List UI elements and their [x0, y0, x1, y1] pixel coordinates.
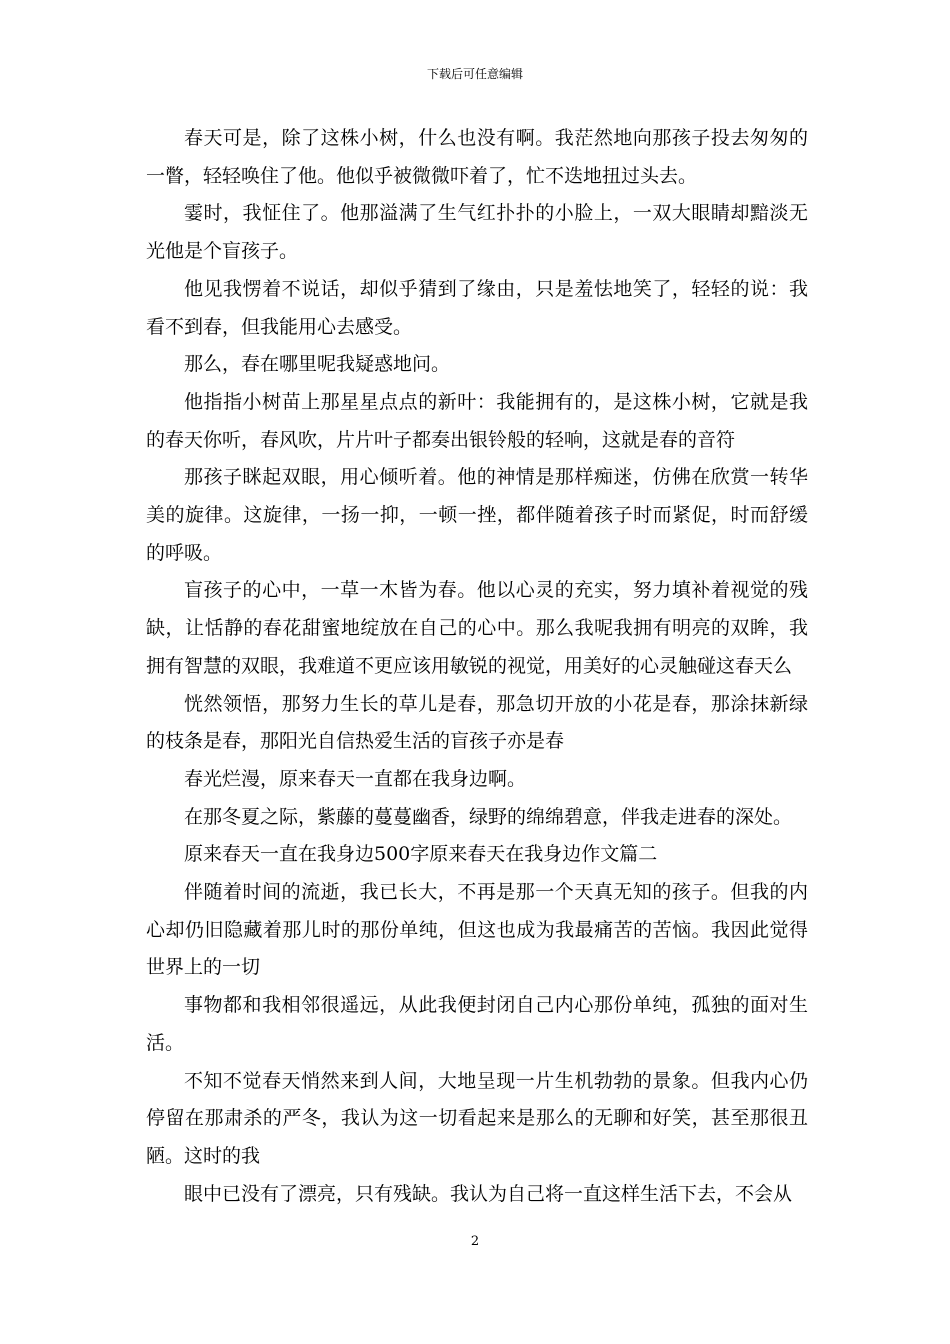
paragraph: 春光烂漫，原来春天一直都在我身边啊。: [184, 767, 527, 790]
paragraph: 那么，春在哪里呢我疑惑地问。: [184, 353, 451, 376]
paragraph: 他见我愣着不说话，却似乎猜到了缘由，只是羞怯地笑了，轻轻的说：我看不到春，但我能用心去感受。: [146, 277, 808, 338]
paragraph: 霎时，我怔住了。他那溢满了生气红扑扑的小脸上，一双大眼睛却黯淡无光他是个盲孩子。: [146, 202, 808, 263]
paragraph: 盲孩子的心中，一草一木皆为春。他以心灵的充实，努力填补着视觉的残缺，让恬静的春花甜蜜地绽放在自己的心中。那么我呢我拥有明亮的双眸，我拥有智慧的双眼，我难道不更应该用敏锐的视觉，用美好的心灵触碰这春天么: [146, 579, 808, 677]
paragraph: 那孩子眯起双眼，用心倾听着。他的神情是那样痴迷，仿佛在欣赏一转华美的旋律。这旋律，一扬一抑，一顿一挫，都伴随着孩子时而紧促，时而舒缓的呼吸。: [146, 466, 808, 564]
section-heading: 原来春天一直在我身边500字原来春天在我身边作文篇二: [184, 843, 658, 866]
paragraph: 他指指小树苗上那星星点点的新叶：我能拥有的，是这株小树，它就是我的春天你听，春风吹，片片叶子都奏出银铃般的轻响，这就是春的音符: [146, 390, 808, 451]
document-body: [146, 120, 808, 1213]
paragraph: 眼中已没有了漂亮，只有残缺。我认为自己将一直这样生活下去，不会从: [184, 1182, 793, 1205]
paragraph: 不知不觉春天悄然来到人间，大地呈现一片生机勃勃的景象。但我内心仍停留在那肃杀的严冬，我认为这一切看起来是那么的无聊和好笑，甚至那很丑陋。这时的我: [146, 1069, 808, 1167]
paragraph: 在那冬夏之际，紫藤的蔓蔓幽香，绿野的绵绵碧意，伴我走进春的深处。: [184, 805, 793, 828]
page-header: 下载后可任意编辑: [426, 67, 523, 81]
paragraph: 事物都和我相邻很遥远，从此我便封闭自己内心那份单纯，孤独的面对生活。: [146, 994, 808, 1054]
page-number: 2: [470, 1234, 480, 1249]
paragraph: 春天可是，除了这株小树，什么也没有啊。我茫然地向那孩子投去匆匆的一瞥，轻轻唤住了他。他似乎被微微吓着了，忙不迭地扭过头去。: [146, 127, 808, 187]
paragraph: 恍然领悟，那努力生长的草儿是春，那急切开放的小花是春，那涂抹新绿的枝条是春，那阳光自信热爱生活的盲孩子亦是春: [146, 692, 808, 753]
paragraph: 伴随着时间的流逝，我已长大，不再是那一个天真无知的孩子。但我的内心却仍旧隐藏着那儿时的那份单纯，但这也成为我最痛苦的苦恼。我因此觉得世界上的一切: [146, 881, 808, 979]
